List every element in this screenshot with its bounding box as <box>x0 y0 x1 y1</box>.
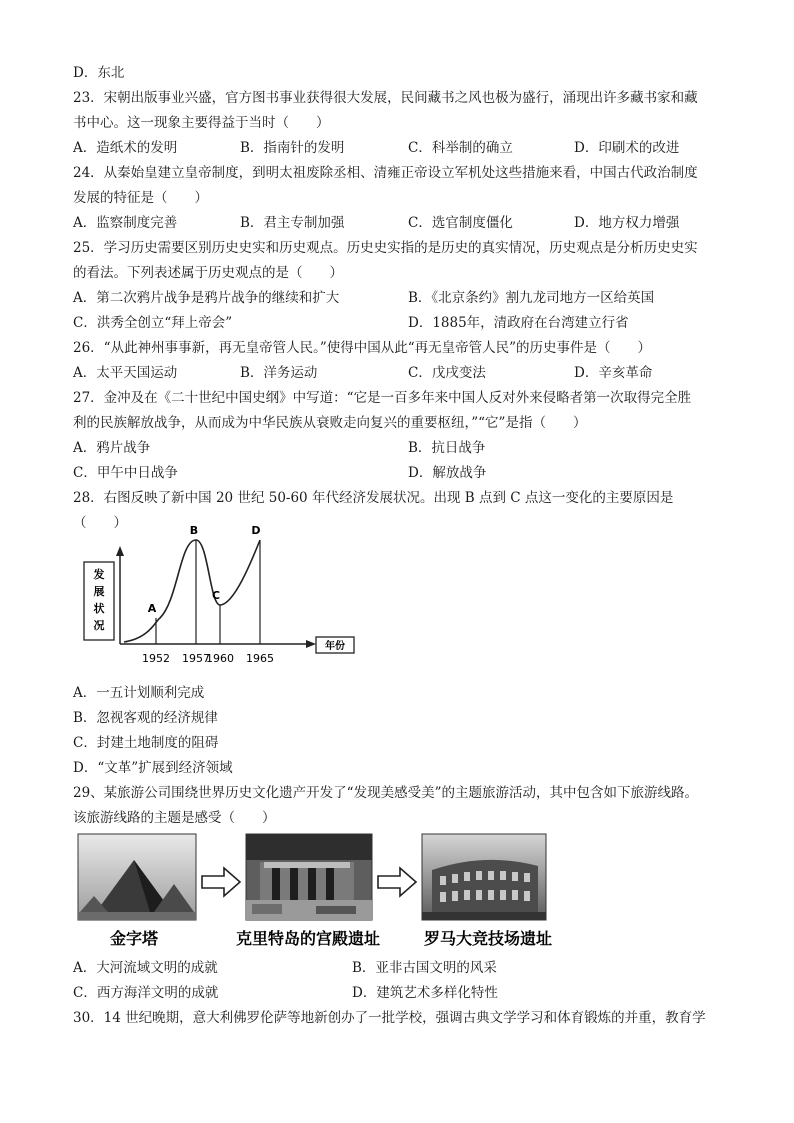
route-illustration <box>76 832 576 952</box>
x-tick-label-1960: 1960 <box>206 652 234 665</box>
pyramid-photo <box>78 834 196 920</box>
q23-stem-line2: 书中心。这一现象主要得益于当时（ ） <box>73 115 330 131</box>
point-label-B: B <box>189 524 199 537</box>
q23-option-b: B．指南针的发明 <box>240 140 345 156</box>
q23-option-d: D．印刷术的改进 <box>574 140 680 156</box>
economy-chart <box>80 524 360 675</box>
q25-option-a: A．第二次鸦片战争是鸦片战争的继续和扩大 <box>73 290 340 306</box>
q23-option-c: C．科举制的确立 <box>408 140 513 156</box>
q28-option-b: B．忽视客观的经济规律 <box>73 710 218 726</box>
q26-option-a: A．太平天国运动 <box>73 365 178 381</box>
q24-option-d: D．地方权力增强 <box>574 215 680 231</box>
point-label-D: D <box>251 524 261 537</box>
q27-option-c: C．甲午中日战争 <box>73 465 178 481</box>
q25-option-c: C．洪秀全创立“拜上帝会” <box>73 315 233 331</box>
q28-stem-line2: （ ） <box>73 515 127 531</box>
q28-option-a: A．一五计划顺利完成 <box>73 685 205 701</box>
point-label-A: A <box>147 602 157 615</box>
q24-stem-line1: 24．从秦始皇建立皇帝制度，到明太祖废除丞相、清雍正帝设立军机处这些措施来看，中国古代政治制度 <box>73 165 698 181</box>
q24-stem-line2: 发展的特征是（ ） <box>73 190 208 206</box>
q26-stem-line1: 26．“从此神州事事新，再无皇帝管人民。”使得中国从此“再无皇帝管人民”的历史事件是（ ） <box>73 340 652 356</box>
q29-option-c: C．西方海洋文明的成就 <box>73 985 219 1001</box>
q22-option-d: D．东北 <box>73 65 125 81</box>
q28-option-d: D．“文革”扩展到经济领域 <box>73 760 233 776</box>
q27-option-b: B．抗日战争 <box>408 440 486 456</box>
palace-ruins-photo <box>246 834 372 920</box>
q23-option-a: A．造纸术的发明 <box>73 140 178 156</box>
q26-option-d: D．辛亥革命 <box>574 365 653 381</box>
x-tick-label-1952: 1952 <box>142 652 170 665</box>
arrow-right-icon <box>202 868 240 896</box>
q24-option-b: B．君主专制加强 <box>240 215 345 231</box>
q30-stem-line1: 30．14 世纪晚期，意大利佛罗伦萨等地新创办了一批学校，强调古典文学学习和体育锻炼的并重，教育学 <box>73 1010 706 1026</box>
q25-option-b: B．《北京条约》割九龙司地方一区给英国 <box>408 290 655 306</box>
colosseum-photo <box>422 834 546 920</box>
q28-stem-line1: 28．右图反映了新中国 20 世纪 50-60 年代经济发展状况。出现 B 点到 C 点这一变化的主要原因是 <box>73 490 674 506</box>
caption-colosseum: 罗马大竞技场遗址 <box>423 929 553 948</box>
q26-option-c: C．戊戌变法 <box>408 365 486 381</box>
series-line <box>124 540 260 642</box>
q29-stem-line1: 29、某旅游公司围绕世界历史文化遗产开发了“发现美感受美”的主题旅游活动，其中包含如下旅游线路。 <box>73 785 698 801</box>
caption-palace-ruins: 克里特岛的宫殿遗址 <box>235 929 381 948</box>
y-axis-arrow <box>116 546 124 556</box>
q27-stem-line1: 27．金冲及在《二十世纪中国史纲》中写道：“它是一百多年来中国人反对外来侵略者第一次取得完全胜 <box>73 390 692 406</box>
q27-option-d: D．解放战争 <box>408 465 487 481</box>
q28-option-c: C．封建土地制度的阻碍 <box>73 735 219 751</box>
q26-option-b: B．洋务运动 <box>240 365 318 381</box>
q24-option-c: C．选官制度僵化 <box>408 215 513 231</box>
q27-option-a: A．鸦片战争 <box>73 440 151 456</box>
y-axis-label-char-3: 状 <box>93 602 105 615</box>
q29-stem-line2: 该旅游线路的主题是感受（ ） <box>73 810 276 826</box>
q23-stem-line1: 23．宋朝出版事业兴盛，官方图书事业获得很大发展，民间藏书之风也极为盛行，涌现出许多藏书家和藏 <box>73 90 698 106</box>
q29-option-d: D．建筑艺术多样化特性 <box>352 985 498 1001</box>
y-axis-label-char-1: 发 <box>93 568 105 581</box>
arrow-right-icon <box>378 868 416 896</box>
x-tick-label-1965: 1965 <box>246 652 274 665</box>
q29-option-a: A．大河流域文明的成就 <box>73 960 218 976</box>
x-axis-label: 年份 <box>325 641 345 652</box>
y-axis-label-char-4: 况 <box>93 619 105 632</box>
caption-pyramid: 金字塔 <box>109 929 159 948</box>
q25-stem-line2: 的看法。下列表述属于历史观点的是（ ） <box>73 265 343 281</box>
q29-option-b: B．亚非古国文明的风采 <box>352 960 497 976</box>
q27-stem-line2: 利的民族解放战争，从而成为中华民族从衰败走向复兴的重要枢纽，”“它”是指（ ） <box>73 415 587 431</box>
q25-stem-line1: 25．学习历史需要区别历史史实和历史观点。历史史实指的是历史的真实情况，历史观点是分析历史史实 <box>73 240 698 256</box>
point-label-C: C <box>211 589 221 602</box>
q25-option-d: D．1885年，清政府在台湾建立行省 <box>408 315 629 331</box>
q24-option-a: A．监察制度完善 <box>73 215 178 231</box>
y-axis-label-char-2: 展 <box>93 585 105 598</box>
x-tick-label-1957: 1957 <box>182 652 210 665</box>
x-axis-arrow <box>306 640 316 648</box>
